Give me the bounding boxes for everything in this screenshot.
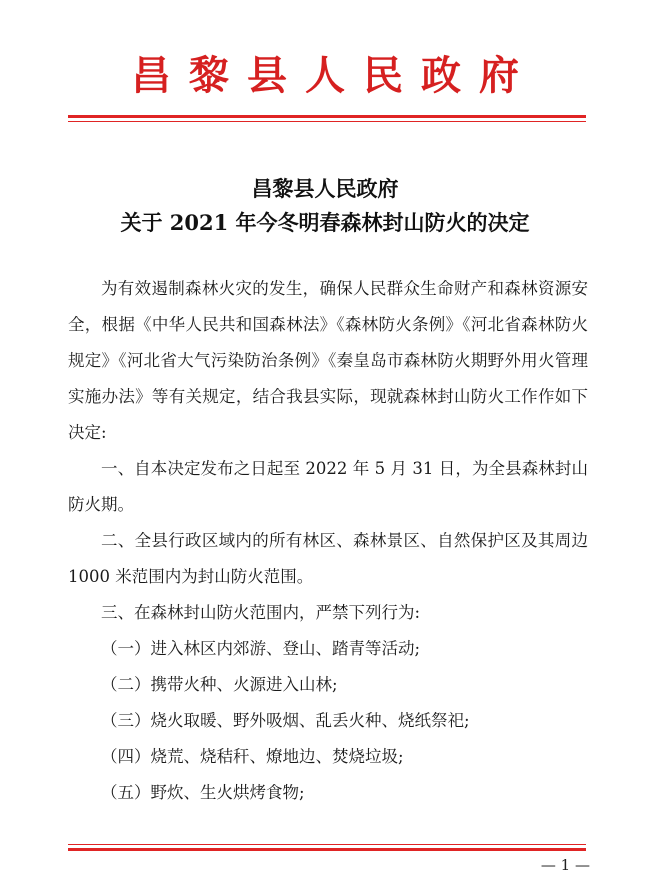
body-list-item-1: （一）进入林区内郊游、登山、踏青等活动; xyxy=(101,639,421,658)
document-body xyxy=(68,271,588,811)
issuing-authority-header: 昌黎县人民政府 xyxy=(131,52,537,99)
body-list-item-2: （二）携带火种、火源进入山林; xyxy=(101,675,338,694)
header-red-rule-thick xyxy=(68,115,586,118)
body-paragraph-clause-2: 二、全县行政区域内的所有林区、森林景区、自然保护区及其周边 1000 米范围内为封山防火范围。 xyxy=(68,531,588,586)
footer-red-rule-thick xyxy=(68,848,586,851)
header-red-rule-thin xyxy=(68,121,586,122)
document-title xyxy=(0,172,650,240)
body-list-item-4: （四）烧荒、烧秸秆、燎地边、焚烧垃圾; xyxy=(101,747,404,766)
body-paragraph-preamble: 为有效遏制森林火灾的发生，确保人民群众生命财产和森林资源安全，根据《中华人民共和国森林法》《森林防火条例》《河北省森林防火规定》《河北省大气污染防治条例》《秦皇岛市森林防火期野外用火管理实施办法》等有关规定，结合我县实际，现就森林封山防火工作作如下决定: xyxy=(68,279,588,442)
footer-red-rule-thin xyxy=(68,844,586,845)
body-paragraph-clause-3: 三、在森林封山防火范围内，严禁下列行为: xyxy=(101,603,421,622)
body-paragraph-clause-1: 一、自本决定发布之日起至 2022 年 5 月 31 日，为全县森林封山防火期。 xyxy=(68,459,588,514)
document-title-line-1: 昌黎县人民政府 xyxy=(251,176,399,201)
body-list-item-5: （五）野炊、生火烘烤食物; xyxy=(101,783,305,802)
body-list-item-3: （三）烧火取暖、野外吸烟、乱丢火种、烧纸祭祀; xyxy=(101,711,470,730)
document-title-line-2: 关于 2021 年今冬明春森林封山防火的决定 xyxy=(120,210,530,235)
page-number: — 1 — xyxy=(540,856,590,874)
